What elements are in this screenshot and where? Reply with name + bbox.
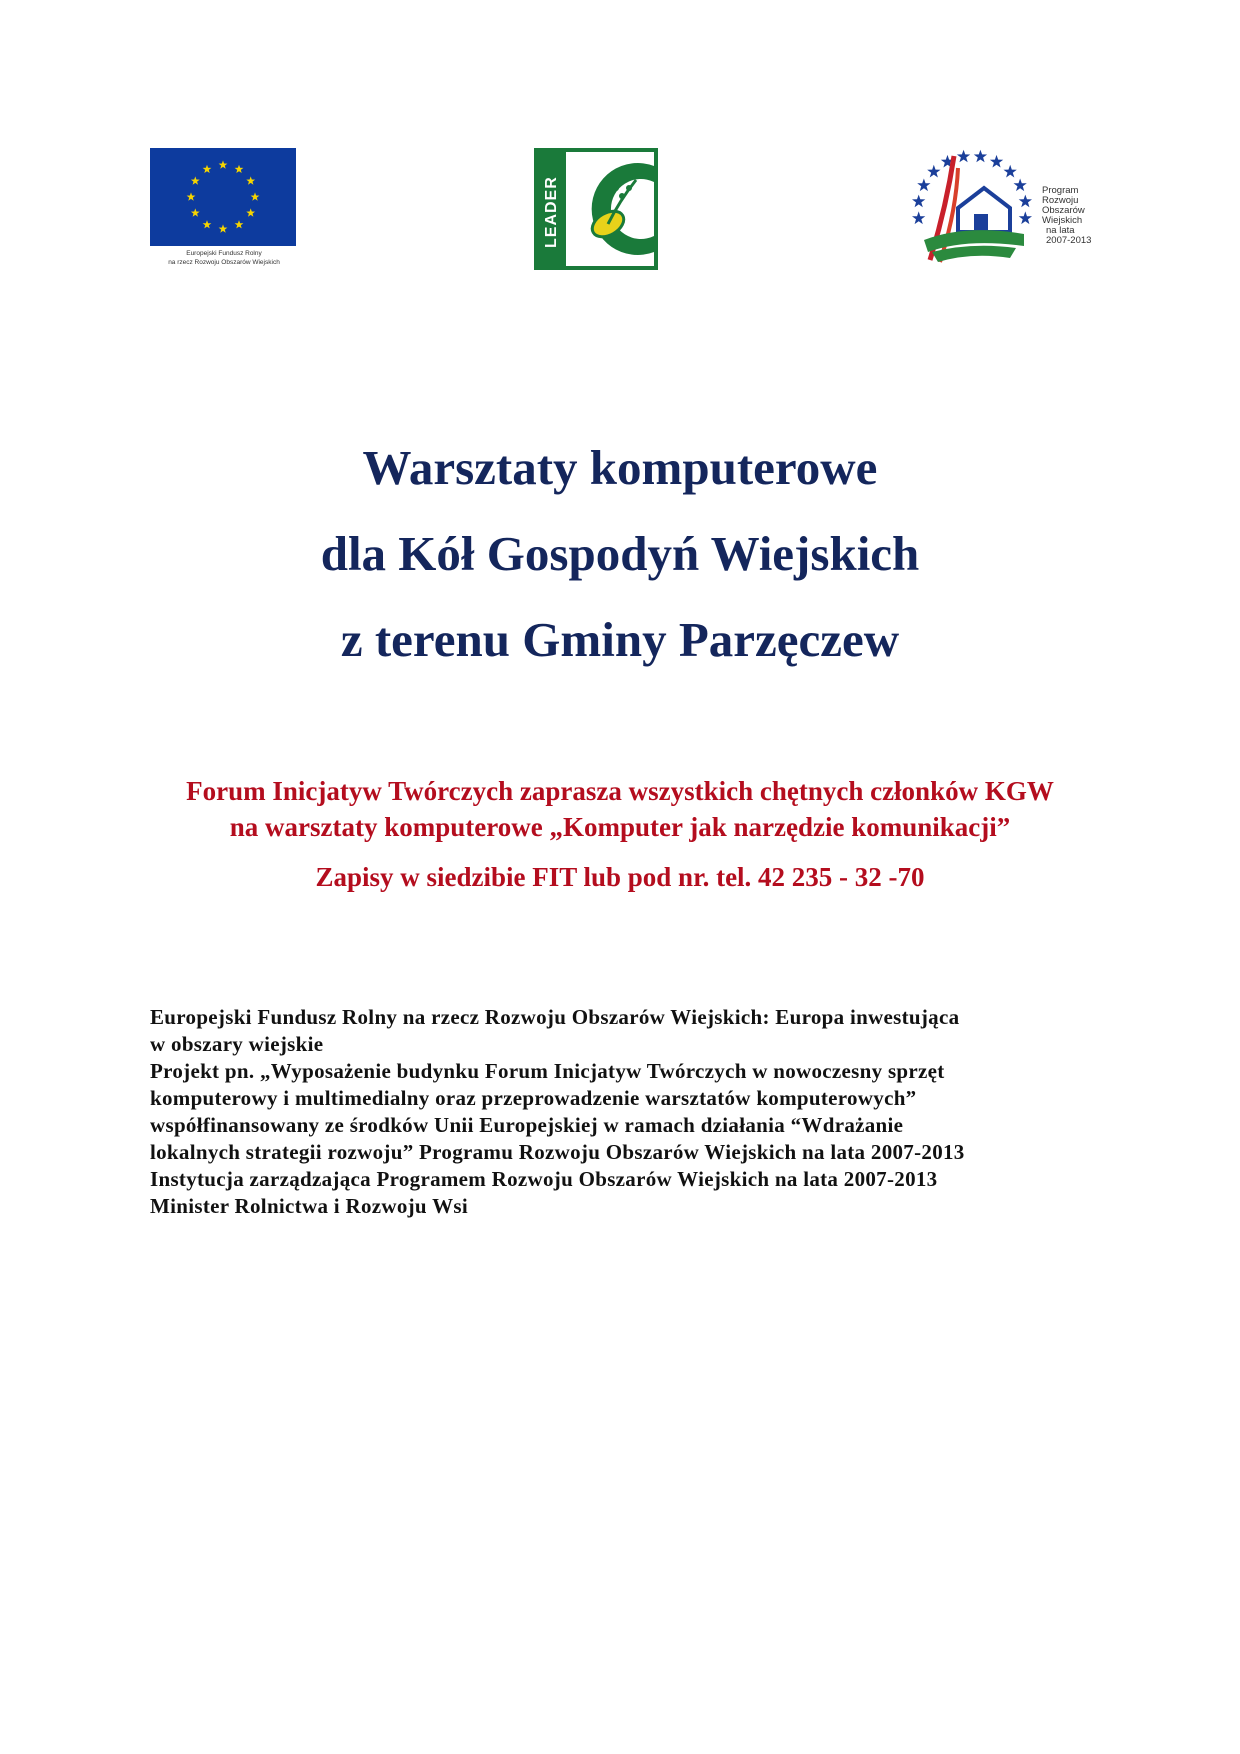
prow-line-5: na lata 2007-2013 <box>1046 225 1092 246</box>
footer-line: lokalnych strategii rozwoju” Programu Rozwoju Obszarów Wiejskich na lata 2007-2013 <box>150 1140 965 1164</box>
prow-star-icon <box>990 155 1003 168</box>
invitation-line-1: Forum Inicjatyw Twórczych zaprasza wszystkich chętnych członków KGW <box>186 776 1054 806</box>
prow-star-icon <box>917 179 930 192</box>
eu-star-icon <box>219 160 228 168</box>
eu-logo-caption <box>150 249 298 267</box>
prow-star-icon <box>957 150 970 163</box>
prow-star-icon <box>1004 165 1017 178</box>
footer-line: Minister Rolnictwa i Rozwoju Wsi <box>150 1194 468 1218</box>
eu-star-icon <box>235 165 244 173</box>
eu-star-icon <box>246 208 255 216</box>
eu-star-icon <box>203 220 212 228</box>
prow-star-icon <box>1019 195 1032 208</box>
eu-stars-icon <box>150 148 296 246</box>
title-line-3: z terenu Gminy Parzęczew <box>340 612 900 667</box>
prow-star-icon <box>912 195 925 208</box>
prow-line-2: Rozwoju <box>1042 195 1079 206</box>
eu-caption-line-2: na rzecz Rozwoju Obszarów Wiejskich <box>168 259 280 266</box>
leader-text: LEADER <box>543 176 560 248</box>
prow-line-3: Obszarów <box>1042 205 1085 216</box>
title-line-1: Warsztaty komputerowe <box>362 440 878 495</box>
eu-star-icon <box>191 208 200 216</box>
prow-logo-text <box>1042 186 1096 246</box>
footer-line: komputerowy i multimedialny oraz przeprowadzenie warsztatów komputerowych” <box>150 1086 917 1110</box>
invitation-text <box>0 773 1240 845</box>
eu-star-icon <box>246 176 255 184</box>
eu-star-icon <box>187 192 196 200</box>
eu-star-icon <box>203 165 212 173</box>
prow-star-icon <box>927 165 940 178</box>
footer-line: Europejski Fundusz Rolny na rzecz Rozwoju Obszarów Wiejskich: Europa inwestująca <box>150 1005 960 1029</box>
prow-star-icon <box>974 150 987 163</box>
eu-star-icon <box>191 176 200 184</box>
prow-line-4: Wiejskich <box>1042 215 1083 226</box>
eu-star-icon <box>235 220 244 228</box>
footer-line: Instytucja zarządzająca Programem Rozwoju Obszarów Wiejskich na lata 2007-2013 <box>150 1167 938 1191</box>
prow-logo <box>906 148 1096 272</box>
prow-line-1: Program <box>1042 185 1079 196</box>
signup-info: Zapisy w siedzibie FIT lub pod nr. tel. 42 235 - 32 -70 <box>315 862 925 892</box>
prow-emblem-icon <box>906 148 1036 272</box>
eu-star-icon <box>219 224 228 232</box>
prow-star-icon <box>1019 211 1032 224</box>
footer-line: Projekt pn. „Wyposażenie budynku Forum Inicjatyw Twórczych w nowoczesny sprzęt <box>150 1059 945 1083</box>
eu-star-icon <box>251 192 260 200</box>
funding-footer <box>150 1004 1110 1220</box>
footer-line: w obszary wiejskie <box>150 1032 324 1056</box>
eu-caption-line-1: Europejski Fundusz Rolny <box>186 250 262 257</box>
invitation-line-2: na warsztaty komputerowe „Komputer jak narzędzie komunikacji” <box>229 812 1011 842</box>
leader-logo <box>534 148 658 270</box>
eu-flag-logo <box>150 148 298 272</box>
eu-flag <box>150 148 296 246</box>
prow-star-icon <box>1014 179 1027 192</box>
page-title <box>0 425 1240 683</box>
title-line-2: dla Kół Gospodyń Wiejskich <box>320 526 920 581</box>
prow-star-icon <box>912 211 925 224</box>
footer-line: współfinansowany ze środków Unii Europejskiej w ramach działania “Wdrażanie <box>150 1113 904 1137</box>
